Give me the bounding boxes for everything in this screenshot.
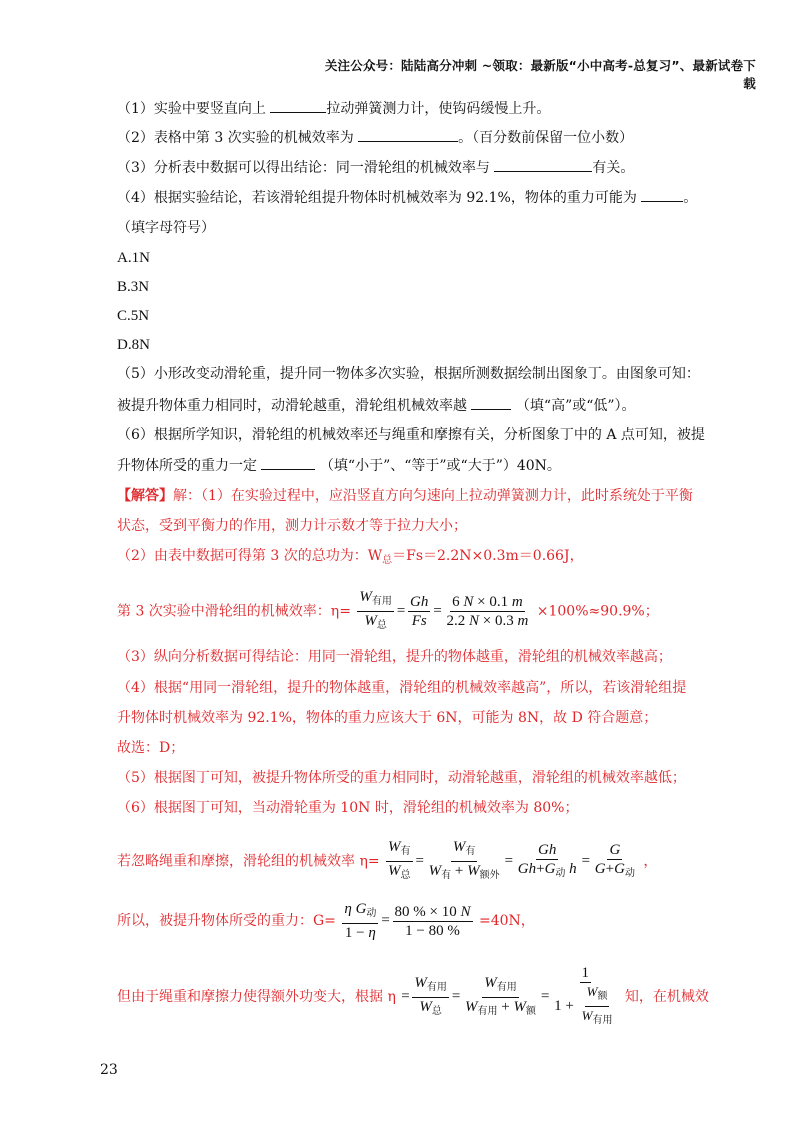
answer-4: （4）根据“用同一滑轮组，提升的物体越重，滑轮组的机械效率越高”，所以，若该滑轮组提 [117, 680, 687, 696]
q2-text-end: 。（百分数前保留一位小数） [458, 130, 634, 146]
option-b: B.3N [117, 279, 150, 295]
a6c-text-end: =40N， [478, 913, 535, 929]
q3-text: （3）分析表中数据可以得出结论：同一滑轮组的机械效率与 [117, 160, 490, 176]
question-4 [117, 187, 697, 208]
answer-blank [641, 187, 683, 202]
a1-text: 解：（1）在实验过程中，应沿竖直方向匀速向上拉动弹簧测力计，此时系统处于平衡 [173, 488, 693, 504]
answer-4-choice: 故选：D； [117, 740, 185, 756]
q5-text-end: （填“高”或“低”）。 [515, 398, 636, 414]
answer-6-weight [117, 900, 535, 942]
question-6: （6）根据所学知识，滑轮组的机械效率还与绳重和摩擦有关，分析图象丁中的 A 点可知，被提 [117, 427, 705, 443]
answer-6: （6）根据图丁可知，当动滑轮重为 10N 时，滑轮组的机械效率为 80%； [117, 800, 579, 816]
answer-blank [270, 98, 326, 113]
a6b-text: 若忽略绳重和摩擦，滑轮组的机械效率 η= [117, 853, 380, 870]
q4-instruction: （填字母符号） [117, 220, 215, 236]
answer-tag: 【解答】 [117, 488, 173, 504]
efficiency-formula-2: $\frac{W_有}{W_总}$ = $\frac{W_有}{W_有 + W_{额外}}$ = $\frac{Gh}{Gh+G_动 h}$ = $\frac{G}{G+G_动}$ [388, 839, 635, 881]
page-header: 关注公众号：陆陆高分冲刺 ~领取：最新版“小中高考-总复习”、最新试卷下载 [324, 58, 756, 91]
q6-text-end: （填“小于”、“等于”或“大于”）40N。 [319, 458, 561, 474]
answer-6-efficiency [117, 838, 657, 885]
q2-text: （2）表格中第 3 次实验的机械效率为 [117, 130, 354, 146]
efficiency-formula-1: $\frac{W_{有用}}{W_总}$ = $\frac{Gh}{Fs}$ = $\frac{6 N \times 0.1 m}{2.2 N \times 0.3 m}$ [359, 589, 529, 631]
q1-text: （1）实验中要竖直向上 [117, 101, 266, 117]
a2c-text-end: ×100%≈90.9%； [536, 603, 659, 620]
q3-text-end: 有关。 [592, 160, 635, 176]
q6-text: 升物体所受的重力一定 [117, 458, 257, 474]
answer-blank [358, 127, 458, 142]
question-5-cont [117, 395, 636, 416]
answer-blank [471, 395, 511, 410]
question-6-cont [117, 455, 561, 476]
answer-1 [117, 486, 693, 506]
weight-formula: $\frac{\eta G_动}{1 - \eta}$ = $\frac{80 \% \times 10 N}{1 - 80 \%}$ [344, 901, 471, 941]
q5-text: 被提升物体重力相同时，动滑轮越重，滑轮组机械效率越 [117, 398, 467, 414]
a2-text-end: ＝Fs＝2.2N×0.3m＝0.66J， [392, 548, 584, 564]
a6c-text: 所以，被提升物体所受的重力：G= [117, 913, 336, 929]
efficiency-formula-3: = $\frac{W_{有用}}{W_总}$ = $\frac{W_{有用}}{W_{有用} + W_额}$ = 1 1 + $\frac{W_额}{W_{有用}}$ [400, 965, 613, 1026]
q1-text-end: 拉动弹簧测力计，使钩码缓慢上升。 [326, 101, 551, 117]
question-5: （5）小形改变动滑轮重，提升同一物体多次实验，根据所测数据绘制出图象丁。由图象可知： [117, 366, 700, 382]
answer-blank [261, 455, 315, 470]
answer-6-extra-work [117, 964, 709, 1030]
a6d-text-end: 知，在机械效 [624, 989, 709, 1005]
q4-text-end: 。 [683, 190, 698, 206]
a6d-text: 但由于绳重和摩擦力使得额外功变大，根据 η [117, 989, 396, 1005]
a6b-text-end: ， [643, 853, 658, 870]
question-2 [117, 127, 633, 148]
answer-2 [117, 546, 584, 571]
answer-2-efficiency [117, 588, 659, 635]
answer-3: （3）纵向分析数据可得结论：用同一滑轮组，提升的物体越重，滑轮组的机械效率越高； [117, 649, 672, 665]
answer-1-cont: 状态，受到平衡力的作用，测力计示数才等于拉力大小； [117, 518, 467, 534]
q4-text: （4）根据实验结论，若该滑轮组提升物体时机械效率为 92.1%，物体的重力可能为 [117, 190, 637, 206]
a2-text: （2）由表中数据可得第 3 次的总功为：W [117, 548, 383, 564]
option-a: A.1N [117, 250, 150, 266]
subscript-total: 总 [382, 555, 393, 566]
a2c-text: 第 3 次实验中滑轮组的机械效率：η= [117, 603, 351, 620]
question-1 [117, 98, 550, 119]
answer-4-cont: 升物体时机械效率为 92.1%，物体的重力应该大于 6N，可能为 8N，故 D 符合题意； [117, 710, 658, 726]
option-c: C.5N [117, 308, 150, 324]
answer-5: （5）根据图丁可知，被提升物体所受的重力相同时，动滑轮越重，滑轮组的机械效率越低； [117, 770, 686, 786]
answer-blank [494, 157, 592, 172]
option-d: D.8N [117, 337, 150, 353]
page-number: 23 [100, 1062, 118, 1078]
question-3 [117, 157, 634, 178]
